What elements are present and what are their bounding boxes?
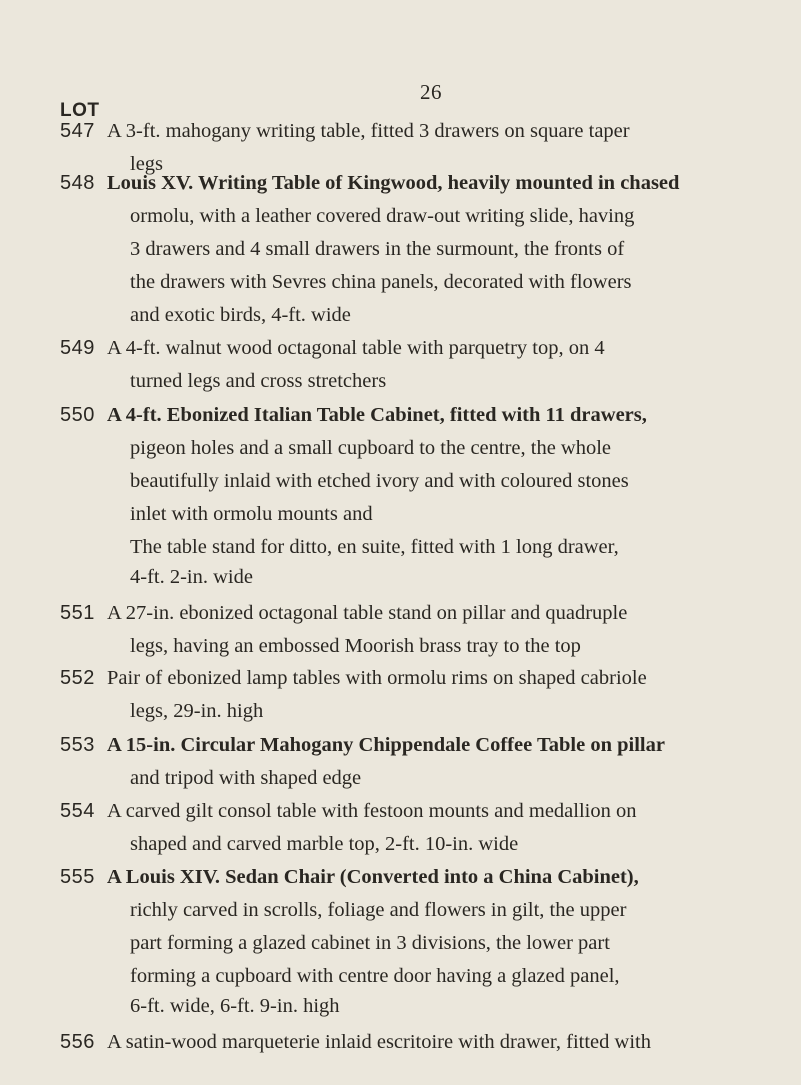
lot-description-line: A 4-ft. Ebonized Italian Table Cabinet, fitted with 11 drawers, xyxy=(107,404,647,426)
lot-description-line: 4-ft. 2-in. wide xyxy=(130,566,253,588)
lot-number: 551 xyxy=(60,602,95,624)
lot-description-line: A 15-in. Circular Mahogany Chippendale Coffee Table on pillar xyxy=(107,734,665,756)
lot-description-line: richly carved in scrolls, foliage and flowers in gilt, the upper xyxy=(130,899,627,921)
lot-description-line: A 27-in. ebonized octagonal table stand on pillar and quadruple xyxy=(107,602,628,624)
lot-description-line: pigeon holes and a small cupboard to the centre, the whole xyxy=(130,437,612,459)
lot-description-line: turned legs and cross stretchers xyxy=(130,370,387,392)
lot-number: 556 xyxy=(60,1031,95,1053)
lot-description-line: legs, 29-in. high xyxy=(130,700,264,722)
lot-number: 554 xyxy=(60,800,95,822)
lot-number: 553 xyxy=(60,734,95,756)
lot-column-heading: LOT xyxy=(60,100,100,121)
lot-description-line: A 3-ft. mahogany writing table, fitted 3 drawers on square taper xyxy=(107,120,630,142)
lot-number: 549 xyxy=(60,337,95,359)
lot-description-line: The table stand for ditto, en suite, fitted with 1 long drawer, xyxy=(130,536,619,558)
lot-description-line: ormolu, with a leather covered draw-out writing slide, having xyxy=(130,205,635,227)
lot-number: 550 xyxy=(60,404,95,426)
lot-description-line: A carved gilt consol table with festoon mounts and medallion on xyxy=(107,800,637,822)
lot-description-line: beautifully inlaid with etched ivory and with coloured stones xyxy=(130,470,629,492)
lot-description-line: A 4-ft. walnut wood octagonal table with parquetry top, on 4 xyxy=(107,337,605,359)
lot-description-line: forming a cupboard with centre door having a glazed panel, xyxy=(130,965,620,987)
lot-description-line: shaped and carved marble top, 2-ft. 10-in. wide xyxy=(130,833,519,855)
lot-number: 547 xyxy=(60,120,95,142)
lot-description-line: legs, having an embossed Moorish brass tray to the top xyxy=(130,635,581,657)
lot-description-line: 6-ft. wide, 6-ft. 9-in. high xyxy=(130,995,340,1017)
lot-description-line: and tripod with shaped edge xyxy=(130,767,362,789)
page-number: 26 xyxy=(420,80,442,104)
lot-description-line: inlet with ormolu mounts and xyxy=(130,503,373,525)
lot-description-line: part forming a glazed cabinet in 3 divisions, the lower part xyxy=(130,932,610,954)
lot-number: 555 xyxy=(60,866,95,888)
lot-description-line: and exotic birds, 4-ft. wide xyxy=(130,304,351,326)
lot-number: 552 xyxy=(60,667,95,689)
lot-description-line: 3 drawers and 4 small drawers in the surmount, the fronts of xyxy=(130,238,625,260)
lot-description-line: Louis XV. Writing Table of Kingwood, heavily mounted in chased xyxy=(107,172,680,194)
lot-number: 548 xyxy=(60,172,95,194)
lot-description-line: the drawers with Sevres china panels, decorated with flowers xyxy=(130,271,632,293)
lot-description-line: A Louis XIV. Sedan Chair (Converted into a China Cabinet), xyxy=(107,866,639,888)
lot-description-line: Pair of ebonized lamp tables with ormolu rims on shaped cabriole xyxy=(107,667,647,689)
lot-description-line: A satin-wood marqueterie inlaid escritoire with drawer, fitted with xyxy=(107,1031,651,1053)
lot-description-line: legs xyxy=(130,153,164,175)
